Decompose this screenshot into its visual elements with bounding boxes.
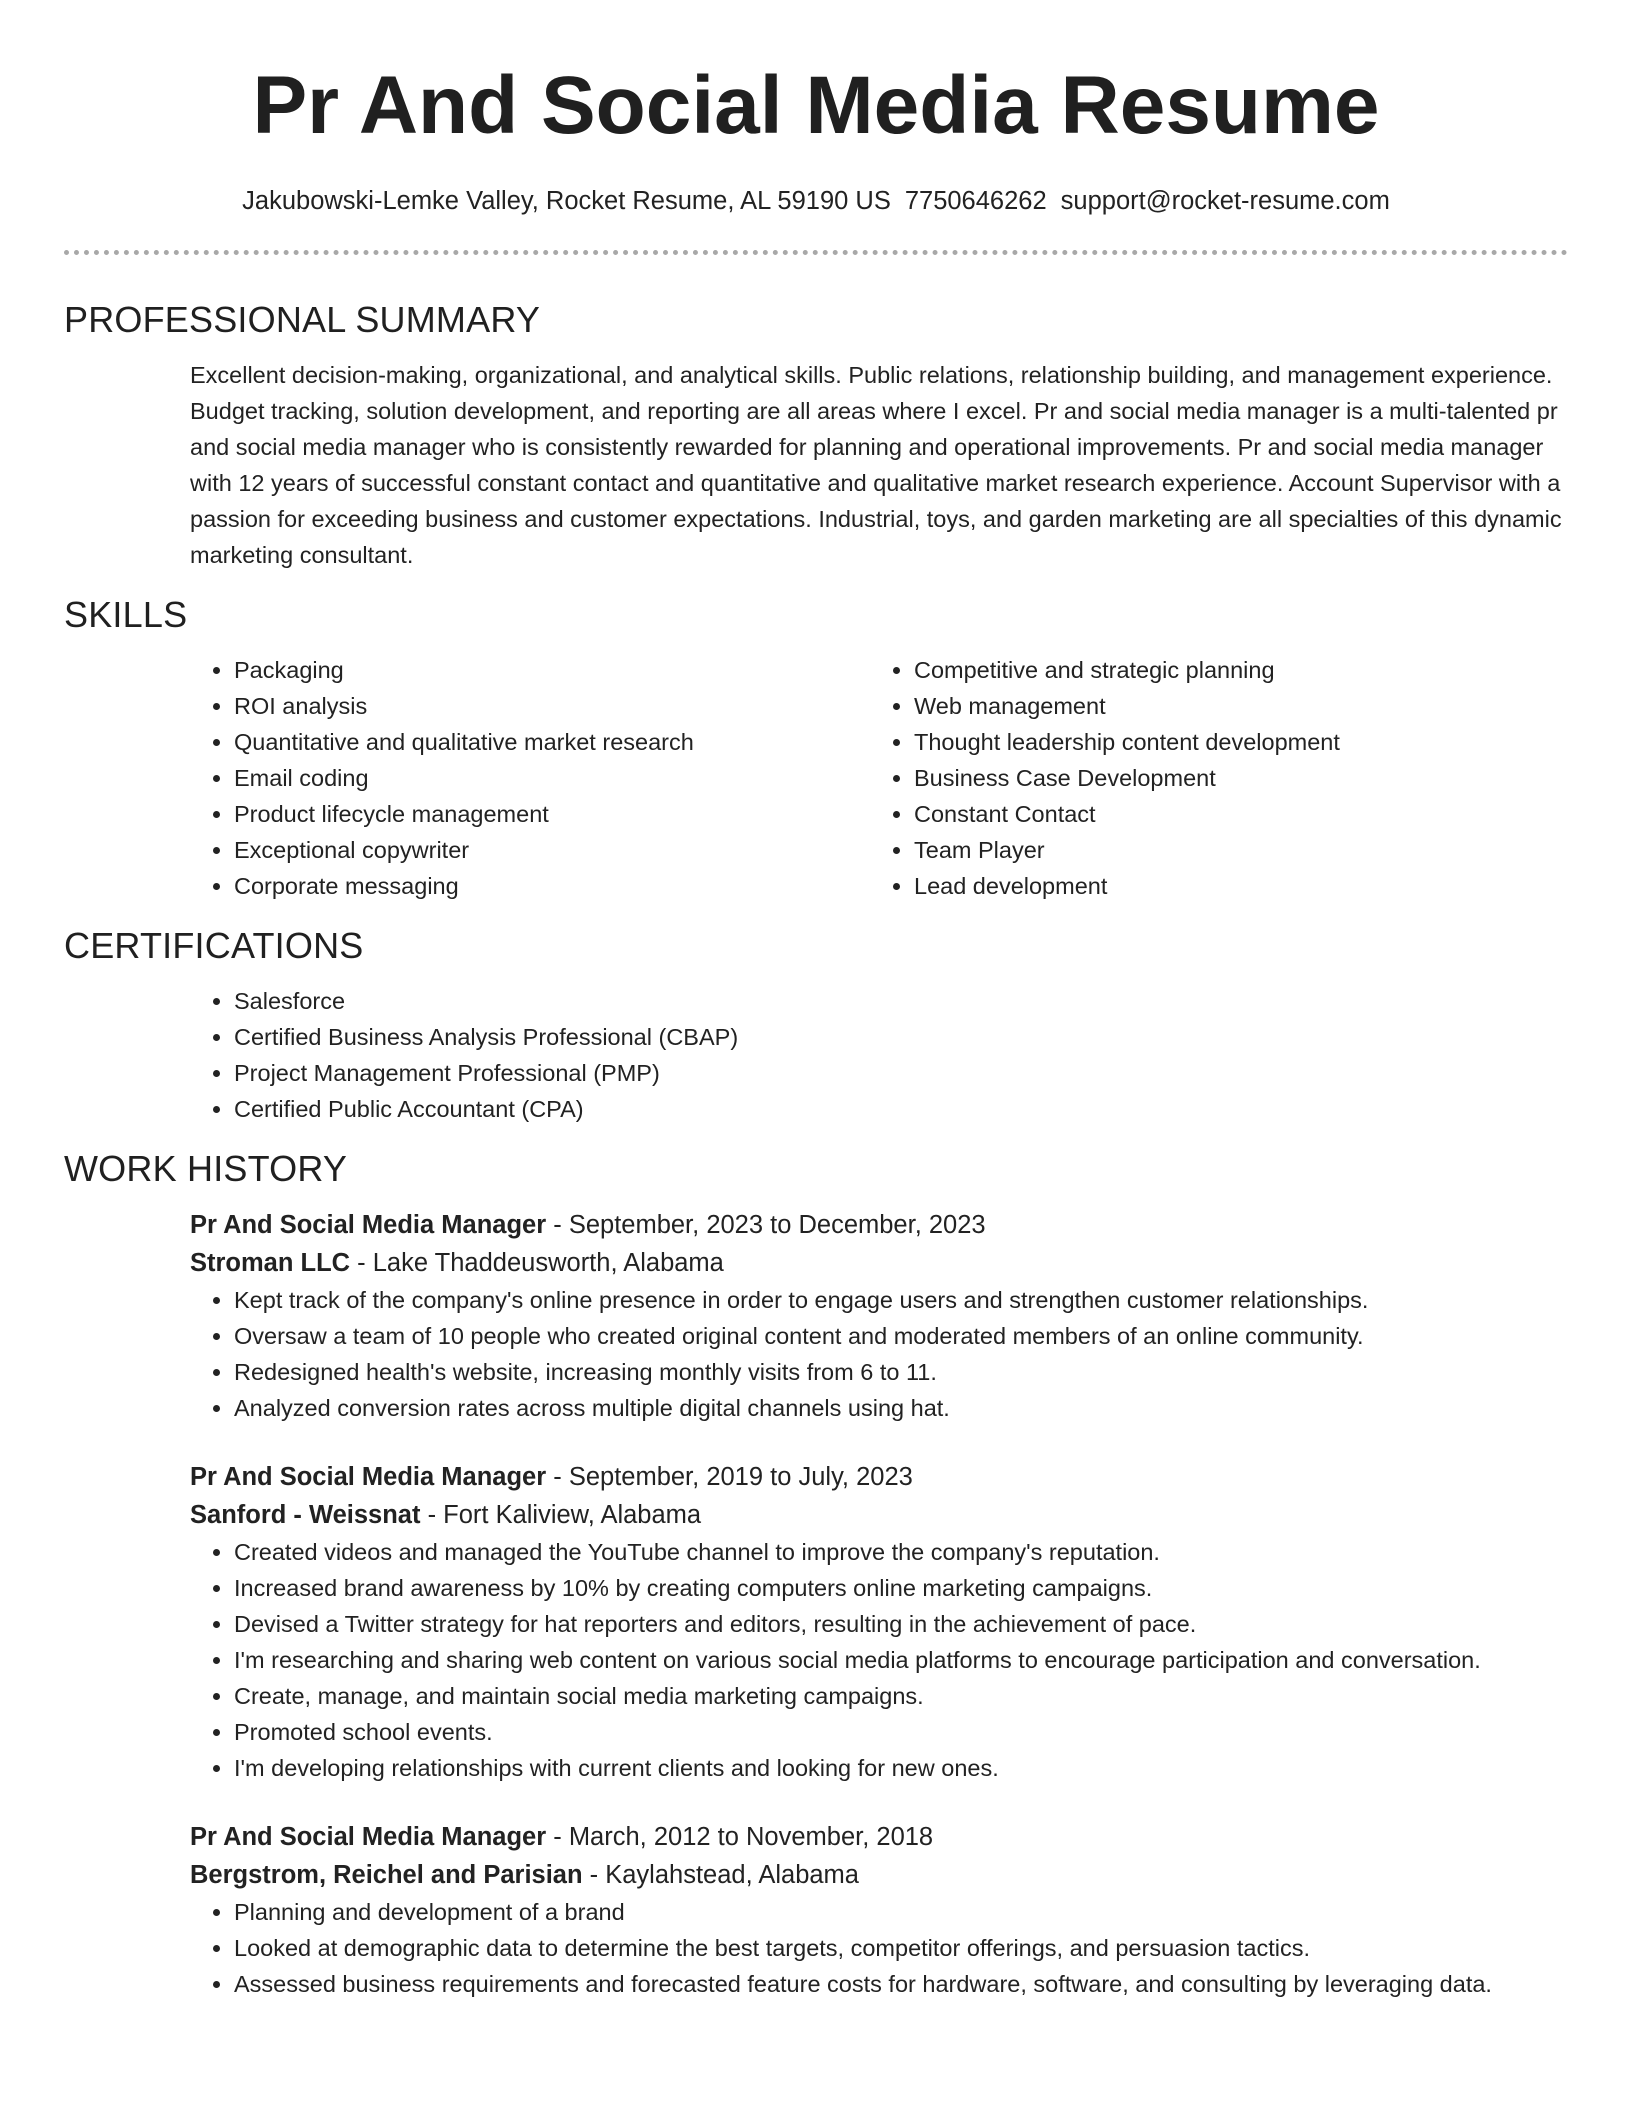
skill-item: • Product lifecycle management	[234, 796, 870, 832]
job-title: Pr And Social Media Manager	[190, 1823, 547, 1851]
header-divider	[64, 250, 1568, 255]
job-company: Stroman LLC	[190, 1249, 351, 1277]
job-bullet: • Increased brand awareness by 10% by creating computers online marketing campaigns.	[234, 1570, 1568, 1606]
job-bullet: • I'm developing relationships with current clients and looking for new ones.	[234, 1750, 1568, 1786]
job-bullet: • Analyzed conversion rates across multiple digital channels using hat.	[234, 1390, 1568, 1426]
job-location: - Fort Kaliview, Alabama	[420, 1501, 702, 1529]
job-title-line	[190, 1458, 1568, 1496]
skill-item: • Packaging	[234, 652, 870, 688]
work-history-list	[64, 1206, 1568, 2002]
skill-item: • Constant Contact	[914, 796, 1550, 832]
skill-item: • Business Case Development	[914, 760, 1550, 796]
job-bullet: • Promoted school events.	[234, 1714, 1568, 1750]
job-dates: - September, 2019 to July, 2023	[546, 1463, 913, 1491]
skill-item: • Lead development	[914, 868, 1550, 904]
certifications-heading: CERTIFICATIONS	[64, 925, 364, 966]
skill-item: • ROI analysis	[234, 688, 870, 724]
job-company-line	[190, 1856, 1568, 1894]
job-location: - Kaylahstead, Alabama	[582, 1861, 859, 1889]
job-bullet: • Assessed business requirements and forecasted feature costs for hardware, software, and consulting by leveraging data.	[234, 1966, 1568, 2002]
certification-item: • Certified Public Accountant (CPA)	[234, 1091, 1568, 1127]
contact-email: support@rocket-resume.com	[1060, 187, 1390, 215]
skill-item: • Corporate messaging	[234, 868, 870, 904]
job-dates: - September, 2023 to December, 2023	[546, 1211, 986, 1239]
job-bullet: • Planning and development of a brand	[234, 1894, 1568, 1930]
skill-item: • Exceptional copywriter	[234, 832, 870, 868]
job-company-line	[190, 1496, 1568, 1534]
job-company: Bergstrom, Reichel and Parisian	[190, 1861, 583, 1889]
skills-heading: SKILLS	[64, 594, 188, 635]
job-bullet: • Oversaw a team of 10 people who created original content and moderated members of an online community.	[234, 1318, 1568, 1354]
job-bullets	[190, 1534, 1568, 1786]
summary-text: Excellent decision-making, organizational, and analytical skills. Public relations, relationship building, and management experience. Budget tracking, solution development, and reporting are all areas where I excel. Pr and social media manager is a multi-talented pr and social media manager who is consistently rewarded for planning and operational improvements. Pr and social media manager with 12 years of successful constant contact and quantitative and qualitative market research experience. Account Supervisor with a passion for exceeding business and customer expectations. Industrial, toys, and garden marketing are all specialties of this dynamic marketing consultant.	[190, 362, 1562, 568]
skills-column-right	[870, 652, 1550, 904]
job-bullet: • Looked at demographic data to determine the best targets, competitor offerings, and persuasion tactics.	[234, 1930, 1568, 1966]
contact-phone: 7750646262	[904, 187, 1047, 215]
job-entry	[190, 1206, 1568, 1426]
job-title-line	[190, 1206, 1568, 1244]
contact-address: Jakubowski-Lemke Valley, Rocket Resume, AL 59190 US	[242, 187, 891, 215]
resume-title: Pr And Social Media Resume	[252, 60, 1380, 151]
certification-item: • Project Management Professional (PMP)	[234, 1055, 1568, 1091]
certification-item: • Certified Business Analysis Professional (CBAP)	[234, 1019, 1568, 1055]
job-company-line	[190, 1244, 1568, 1282]
work-history-heading: WORK HISTORY	[64, 1148, 348, 1189]
summary-heading: PROFESSIONAL SUMMARY	[64, 299, 541, 340]
job-bullets	[190, 1282, 1568, 1426]
certifications-list	[64, 983, 1568, 1127]
job-bullet: • Create, manage, and maintain social media marketing campaigns.	[234, 1678, 1568, 1714]
job-bullet: • I'm researching and sharing web content on various social media platforms to encourage participation and conversation.	[234, 1642, 1568, 1678]
skill-item: • Team Player	[914, 832, 1550, 868]
job-title-line	[190, 1818, 1568, 1856]
job-bullets	[190, 1894, 1568, 2002]
skills-column-left	[190, 652, 870, 904]
job-bullet: • Created videos and managed the YouTube channel to improve the company's reputation.	[234, 1534, 1568, 1570]
skill-item: • Web management	[914, 688, 1550, 724]
job-bullet: • Kept track of the company's online presence in order to engage users and strengthen customer relationships.	[234, 1282, 1568, 1318]
job-dates: - March, 2012 to November, 2018	[546, 1823, 934, 1851]
summary-body	[64, 357, 1568, 573]
job-entry	[190, 1818, 1568, 2002]
job-bullet: • Devised a Twitter strategy for hat reporters and editors, resulting in the achievement of pace.	[234, 1606, 1568, 1642]
skill-item: • Email coding	[234, 760, 870, 796]
job-location: - Lake Thaddeusworth, Alabama	[350, 1249, 724, 1277]
job-entry	[190, 1458, 1568, 1786]
job-bullet: • Redesigned health's website, increasing monthly visits from 6 to 11.	[234, 1354, 1568, 1390]
skill-item: • Quantitative and qualitative market research	[234, 724, 870, 760]
job-title: Pr And Social Media Manager	[190, 1463, 547, 1491]
skills-list	[64, 652, 1568, 904]
skill-item: • Competitive and strategic planning	[914, 652, 1550, 688]
job-title: Pr And Social Media Manager	[190, 1211, 547, 1239]
skill-item: • Thought leadership content development	[914, 724, 1550, 760]
job-company: Sanford - Weissnat	[190, 1501, 421, 1529]
certification-item: • Salesforce	[234, 983, 1568, 1019]
contact-line	[64, 184, 1568, 218]
